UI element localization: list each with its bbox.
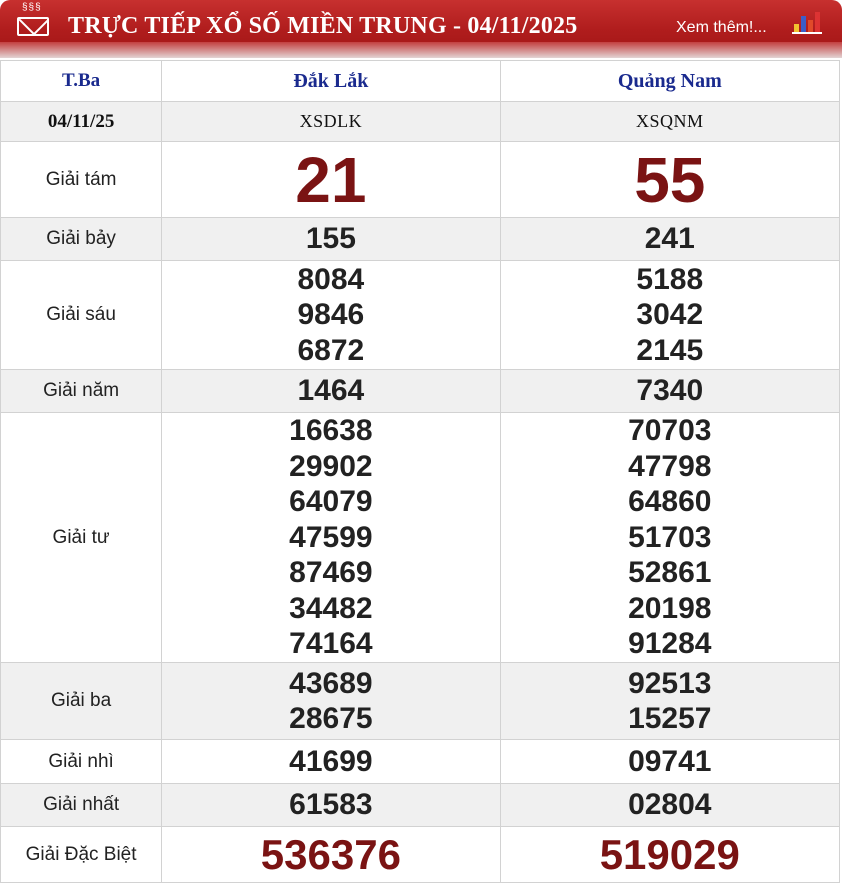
prize-label: Giải tư bbox=[1, 413, 162, 663]
draw-date: 04/11/25 bbox=[1, 102, 162, 142]
prize-number: 92513 bbox=[628, 666, 712, 700]
prize-number: 09741 bbox=[500, 740, 839, 784]
prize-cell bbox=[500, 261, 839, 370]
prize-number: 64079 bbox=[289, 485, 373, 519]
prize-row-5 bbox=[1, 370, 840, 413]
prize-label: Giải ba bbox=[1, 663, 162, 740]
table-header-row bbox=[1, 61, 840, 102]
prize-row-7 bbox=[1, 218, 840, 261]
prize-number: 5188 bbox=[636, 262, 704, 296]
weekday-header: T.Ba bbox=[1, 61, 162, 102]
prize-number: 28675 bbox=[289, 702, 373, 735]
steam-icon: §§§ bbox=[22, 2, 42, 13]
date-row bbox=[1, 102, 840, 142]
province-dak-lak[interactable]: Đắk Lắk bbox=[162, 61, 500, 102]
prize-number: 61583 bbox=[162, 784, 500, 827]
prize-number: 7340 bbox=[500, 370, 839, 413]
prize-row-6 bbox=[1, 261, 840, 370]
prize-number: 64860 bbox=[628, 485, 712, 519]
prize-number: 155 bbox=[162, 218, 500, 261]
prize-number: 241 bbox=[500, 218, 839, 261]
see-more-link[interactable]: Xem thêm!... bbox=[676, 19, 767, 36]
prize-cell bbox=[162, 261, 500, 370]
prize-number: 3042 bbox=[636, 298, 704, 332]
prize-number: 91284 bbox=[628, 627, 712, 661]
prize-label: Giải bảy bbox=[1, 218, 162, 261]
prize-number: 9846 bbox=[297, 298, 365, 332]
prize-row-4 bbox=[1, 413, 840, 663]
prize-number: 55 bbox=[500, 142, 839, 218]
prize-number: 70703 bbox=[628, 414, 712, 448]
prize-number: 52861 bbox=[628, 556, 712, 590]
province-code: XSDLK bbox=[162, 102, 500, 142]
prize-row-2 bbox=[1, 740, 840, 784]
special-prize-number: 519029 bbox=[500, 827, 839, 883]
results-table bbox=[0, 60, 840, 883]
prize-label: Giải nhì bbox=[1, 740, 162, 784]
prize-row-3 bbox=[1, 663, 840, 740]
prize-number: 21 bbox=[162, 142, 500, 218]
prize-number: 29902 bbox=[289, 449, 373, 483]
prize-cell bbox=[500, 413, 839, 663]
prize-number: 8084 bbox=[297, 262, 365, 296]
prize-label: Giải Đặc Biệt bbox=[1, 827, 162, 883]
prize-number: 47599 bbox=[289, 520, 373, 554]
prize-row-8 bbox=[1, 142, 840, 218]
bar-chart-icon[interactable] bbox=[792, 10, 822, 34]
prize-number: 15257 bbox=[628, 702, 712, 735]
prize-number: 2145 bbox=[636, 333, 704, 367]
special-prize-number: 536376 bbox=[162, 827, 500, 883]
province-quang-nam[interactable]: Quảng Nam bbox=[500, 61, 839, 102]
prize-number: 1464 bbox=[162, 370, 500, 413]
prize-number: 51703 bbox=[628, 520, 712, 554]
prize-number: 87469 bbox=[289, 556, 373, 590]
mail-icon bbox=[17, 17, 49, 36]
prize-number: 74164 bbox=[289, 627, 373, 661]
prize-number: 34482 bbox=[289, 591, 373, 625]
prize-cell bbox=[162, 663, 500, 740]
prize-number: 20198 bbox=[628, 591, 712, 625]
prize-cell bbox=[162, 413, 500, 663]
prize-label: Giải tám bbox=[1, 142, 162, 218]
prize-label: Giải sáu bbox=[1, 261, 162, 370]
prize-row-special bbox=[1, 827, 840, 883]
prize-number: 16638 bbox=[289, 414, 373, 448]
prize-cell bbox=[500, 663, 839, 740]
province-code: XSQNM bbox=[500, 102, 839, 142]
prize-number: 6872 bbox=[297, 333, 365, 367]
prize-number: 43689 bbox=[289, 666, 373, 700]
prize-row-1 bbox=[1, 784, 840, 827]
header-fade bbox=[0, 42, 842, 58]
prize-label: Giải năm bbox=[1, 370, 162, 413]
prize-number: 41699 bbox=[162, 740, 500, 784]
prize-number: 02804 bbox=[500, 784, 839, 827]
page-title: TRỰC TIẾP XỔ SỐ MIỀN TRUNG - 04/11/2025 bbox=[68, 13, 578, 39]
prize-label: Giải nhất bbox=[1, 784, 162, 827]
prize-number: 47798 bbox=[628, 449, 712, 483]
